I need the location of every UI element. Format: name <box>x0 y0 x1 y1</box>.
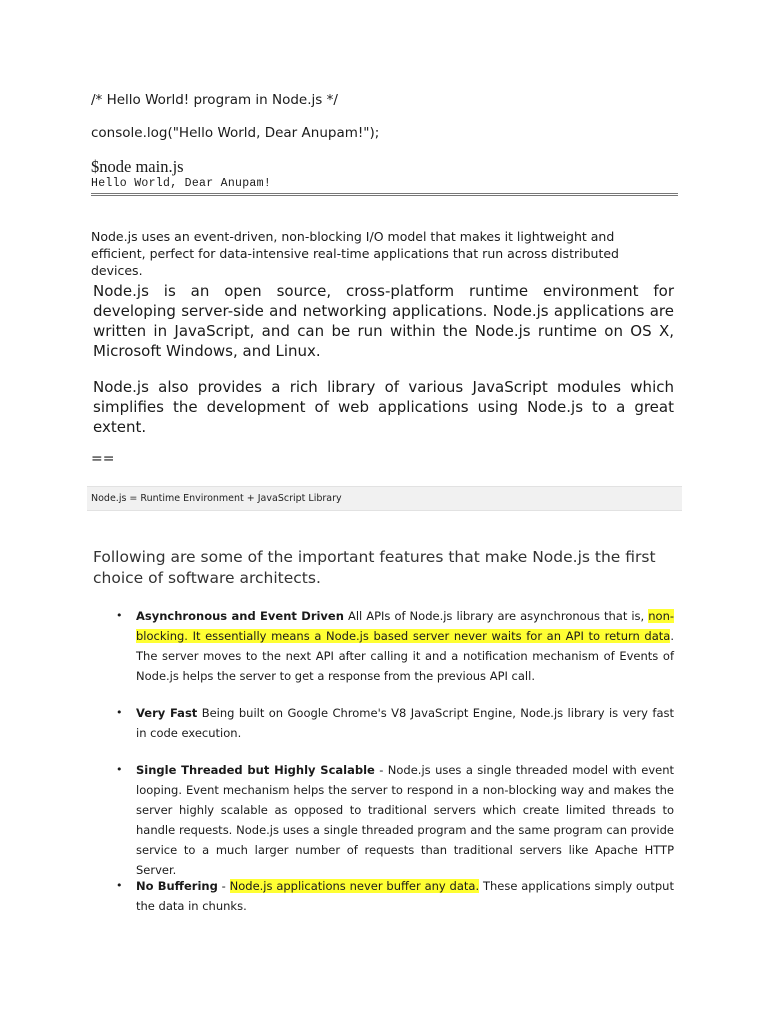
intro-paragraph-1: Node.js is an open source, cross-platform runtime environment for developing server-side and networking applications. Node.js applications are written in JavaScript, and can be run within the Node.js runtime on OS X, Microsoft Windows, and Linux. <box>93 282 674 360</box>
feature-text: Being built on Google Chrome's V8 JavaScript Engine, Node.js library is very fast in code execution. <box>136 706 674 740</box>
feature-text: All APIs of Node.js library are asynchronous that is, <box>343 609 649 623</box>
features-intro: Following are some of the important features that make Node.js the first choice of software architects. <box>93 548 656 587</box>
feature-text-after: . The server moves to the next API after calling it and a notification mechanism of Events of Node.js helps the server to get a response from the previous API call. <box>136 629 674 683</box>
code-console-log-line: console.log("Hello World, Dear Anupam!"); <box>91 125 380 141</box>
feature-item-no-buffering <box>116 876 674 916</box>
feature-item-single-threaded <box>116 760 674 880</box>
feature-text-after: These applications simply output the data in chunks. <box>136 879 674 913</box>
terminal-command: $node main.js <box>91 157 184 176</box>
feature-term: Very Fast <box>136 706 198 720</box>
double-rule-divider <box>91 193 678 196</box>
separator-text: == <box>91 451 115 467</box>
code-comment-line: /* Hello World! program in Node.js */ <box>91 92 338 108</box>
feature-text: - Node.js uses a single threaded model with event looping. Event mechanism helps the server to respond in a non-blocking way and makes the server highly scalable as opposed to traditional servers which create limited threads to handle requests. Node.js uses a single threaded program and the same program can provide service to a much larger number of requests than traditional servers like Apache HTTP Server. <box>136 763 674 877</box>
formula-text: Node.js = Runtime Environment + JavaScript Library <box>91 493 342 504</box>
bullet-icon: • <box>116 609 123 622</box>
feature-item-async <box>116 606 675 686</box>
feature-term: No Buffering <box>136 879 218 893</box>
highlighted-text: non-blocking. It essentially means a Node.js based server never waits for an API to return data <box>136 609 675 643</box>
feature-item-very-fast <box>116 703 674 743</box>
formula-bar <box>87 486 682 511</box>
highlighted-text: Node.js applications never buffer any data. <box>229 879 480 893</box>
summary-paragraph: Node.js uses an event-driven, non-blocking I/O model that makes it lightweight and efficient, perfect for data-intensive real-time applications that run across distributed devices. <box>91 229 619 278</box>
bullet-icon: • <box>116 763 123 776</box>
feature-text: - <box>217 879 230 893</box>
feature-term: Single Threaded but Highly Scalable <box>136 763 375 777</box>
intro-paragraph-2: Node.js also provides a rich library of various JavaScript modules which simplifies the development of web applications using Node.js to a great extent. <box>93 378 674 436</box>
feature-term: Asynchronous and Event Driven <box>136 609 344 623</box>
bullet-icon: • <box>116 706 123 719</box>
terminal-output: Hello World, Dear Anupam! <box>91 177 272 190</box>
bullet-icon: • <box>116 879 123 892</box>
